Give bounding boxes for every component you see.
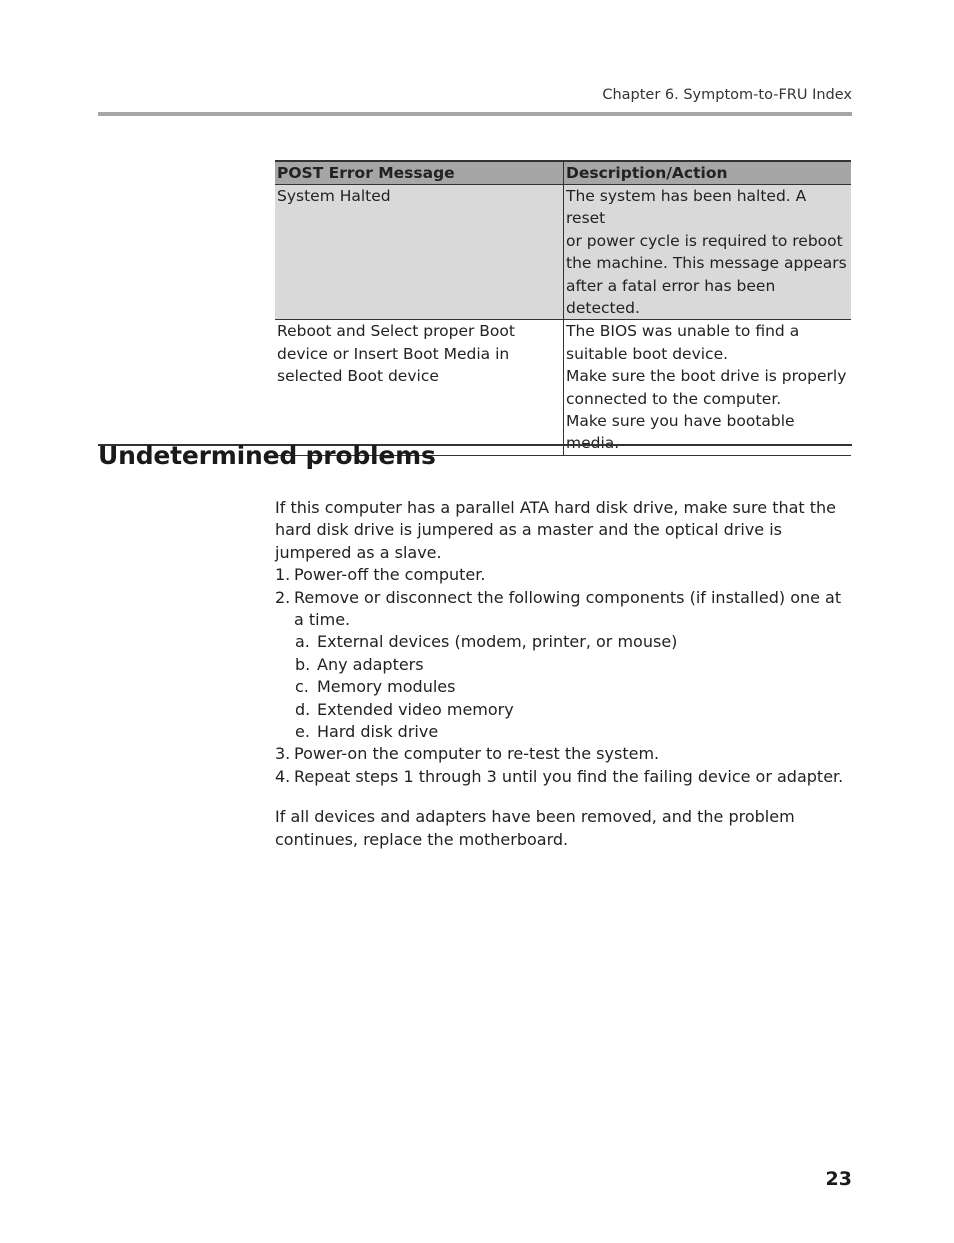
error-message-cell: Reboot and Select proper Boot device or Insert Boot Media in selected Boot device xyxy=(275,320,564,455)
substep-text: External devices (modem, printer, or mouse) xyxy=(317,632,678,652)
substep-text: Any adapters xyxy=(317,654,424,674)
step-number: 3. xyxy=(275,744,291,764)
error-message-cell: System Halted xyxy=(275,185,564,320)
step-item xyxy=(275,587,855,632)
description-line: connected to the computer. xyxy=(566,389,782,408)
table-header-row xyxy=(275,161,851,185)
header-rule xyxy=(98,112,852,116)
paragraph-gap xyxy=(275,788,855,806)
description-line: suitable boot device. xyxy=(566,344,729,363)
substep-item xyxy=(275,631,855,653)
column-header-description: Description/Action xyxy=(564,161,852,185)
description-line: Make sure you have bootable xyxy=(566,412,795,431)
section-title: Undetermined problems xyxy=(98,441,436,470)
substep-letter: b. xyxy=(295,654,311,674)
substep-item xyxy=(275,676,855,698)
description-line: the machine. This message appears xyxy=(566,254,847,273)
section-body xyxy=(275,497,855,851)
substep-text: Extended video memory xyxy=(317,699,514,719)
step-text: Remove or disconnect the following components (if installed) one at a time. xyxy=(294,587,842,630)
table-row xyxy=(275,320,851,455)
step-item xyxy=(275,564,855,586)
substep-letter: c. xyxy=(295,677,309,697)
intro-paragraph: If this computer has a parallel ATA hard disk drive, make sure that the hard disk drive is jumpered as a master and the optical drive is jumpered as a slave. xyxy=(275,498,837,562)
substep-letter: e. xyxy=(295,722,310,742)
description-line: or power cycle is required to reboot xyxy=(566,231,843,250)
substep-item xyxy=(275,654,855,676)
step-item xyxy=(275,766,855,788)
closing-paragraph: If all devices and adapters have been removed, and the problem continues, replace the motherboard. xyxy=(275,807,795,849)
running-head: Chapter 6. Symptom-to-FRU Index xyxy=(602,87,852,103)
step-number: 1. xyxy=(275,565,291,585)
substep-text: Hard disk drive xyxy=(317,722,439,742)
step-text: Power-on the computer to re-test the system. xyxy=(294,744,660,764)
column-header-message: POST Error Message xyxy=(275,161,564,185)
description-line: Make sure the boot drive is properly xyxy=(566,367,847,386)
step-number: 2. xyxy=(275,587,291,607)
post-error-table xyxy=(275,160,851,456)
description-line: after a fatal error has been detected. xyxy=(566,276,776,318)
page-number: 23 xyxy=(825,1168,852,1190)
step-item xyxy=(275,743,855,765)
substep-item xyxy=(275,699,855,721)
substep-letter: a. xyxy=(295,632,310,652)
description-cell xyxy=(564,185,852,320)
description-line: The system has been halted. A reset xyxy=(566,187,807,228)
step-number: 4. xyxy=(275,766,291,786)
step-text: Repeat steps 1 through 3 until you find the failing device or adapter. xyxy=(294,766,844,786)
description-cell xyxy=(564,320,852,455)
step-text: Power-off the computer. xyxy=(294,565,486,585)
substep-text: Memory modules xyxy=(317,677,456,697)
substep-letter: d. xyxy=(295,699,311,719)
description-line: The BIOS was unable to find a xyxy=(566,322,800,341)
table-row xyxy=(275,185,851,320)
substep-item xyxy=(275,721,855,743)
